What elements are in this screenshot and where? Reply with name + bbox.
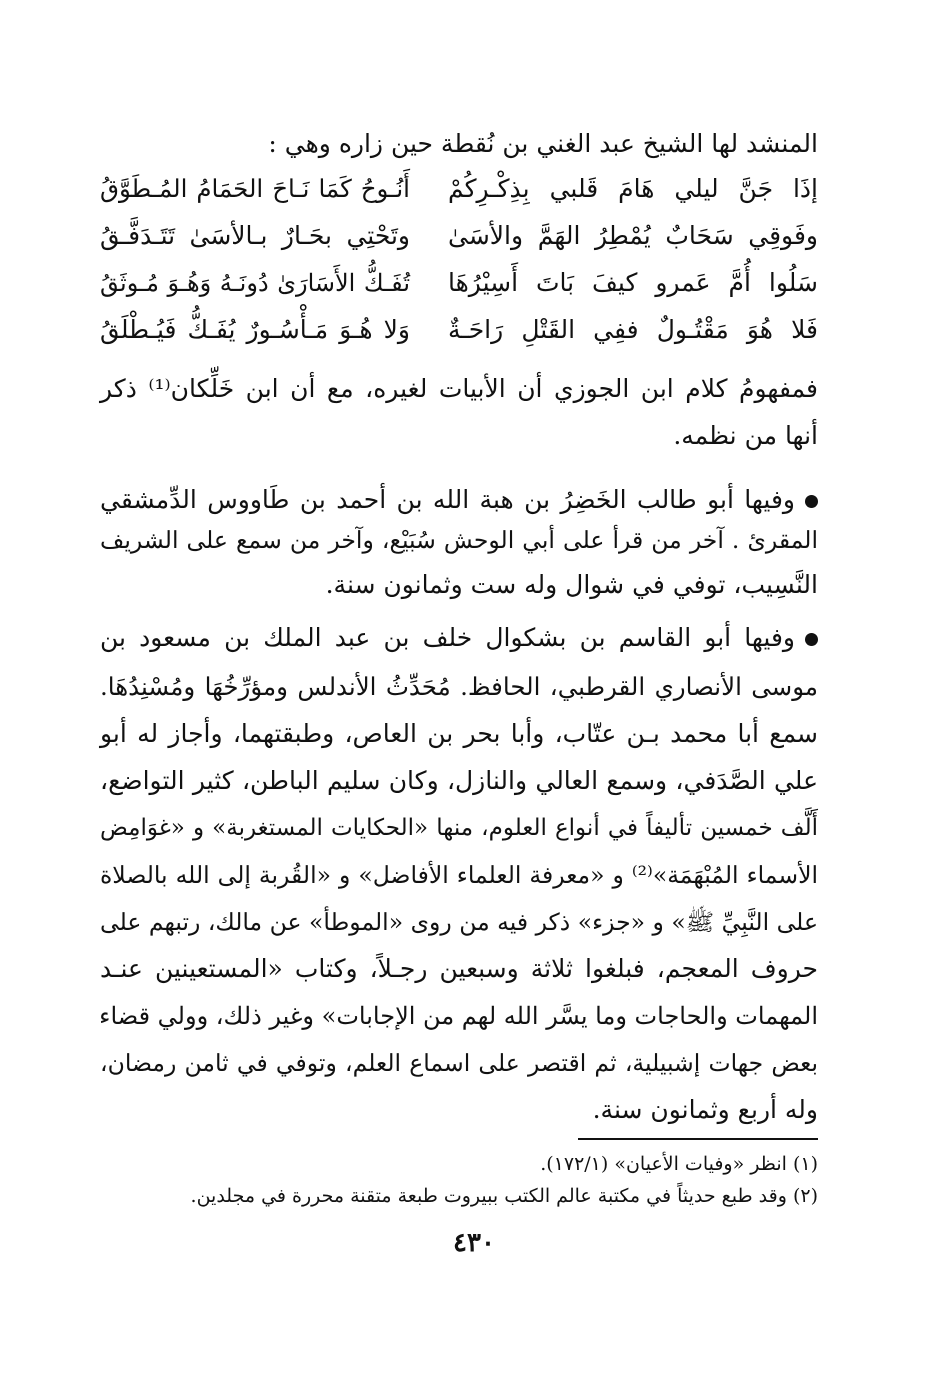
paragraph-line: موسى الأنصاري القرطبي، الحافظ. مُحَدِّثُ الأندلس ومؤرِّخُهَا ومُسْنِدُهَا. — [100, 672, 818, 701]
paragraph-line: سمع أبا محمد بـن عتّاب، وأبا بحر بن العاص، وطبقتهما، وأجاز له أبو — [100, 719, 818, 748]
verse-second-hemistich: وَلا هُـوَ مَـأْسُـورٌ يُفَـكُّ فَيُـطْلَقُ — [100, 315, 410, 344]
verse-second-hemistich: أَنُـوحُ كَمَا نَـاحَ الحَمَامُ المُـطَوَّقُ — [100, 174, 410, 203]
poem-verse — [100, 213, 818, 259]
paragraph-line: بعض جهات إشبيلية، ثم اقتصر على اسماع العلم، وتوفي في ثامن رمضان، — [100, 1049, 818, 1077]
verse-second-hemistich: تُفَـكُّ الأَسَارَىٰ دُونَـهُ وَهُـوَ مُـوثَقُ — [100, 269, 410, 297]
footnote: (٢) وقد طبع حديثاً في مكتبة عالم الكتب ببيروت طبعة متقنة محررة في مجلدين. — [190, 1185, 818, 1207]
verse-first-hemistich: سَلُوا أُمَّ عَمرو كيفَ بَاتَ أَسِيْرُهَا — [448, 268, 818, 297]
bullet-icon — [805, 495, 818, 508]
paragraph-line: حروف المعجم، فبلغوا ثلاثة وسبعين رجـلاً، وكتاب «المستعينين عنـد — [100, 954, 818, 983]
paragraph-line: على النَّبِيِّ ﷺ» و «جزء» ذكر فيه من روى «الموطأ» عن مالك، رتبهم على — [100, 908, 818, 936]
paragraph-line: فمفهومُ كلام ابن الجوزي أن الأبيات لغيره، مع أن ابن خَلِّكان⁽¹⁾ ذكر — [100, 374, 818, 403]
paragraph-line: الأسماء المُبْهَمَة»⁽²⁾ و «معرفة العلماء الأفاضل» و «القُربة إلى الله بالصلاة — [100, 861, 818, 889]
poem-verse — [100, 166, 818, 212]
paragraph-line: المقرئ . آخر من قرأ على أبي الوحش سُبَيْع، وآخر من سمع على الشريف — [100, 526, 818, 554]
verse-first-hemistich: فَلا هُوَ مَقْتُـولٌ ففِي القَتْلِ رَاحَـةٌ — [448, 315, 818, 344]
page-body — [100, 118, 818, 1298]
paragraph-text: وفيها أبو القاسم بن بشكوال خلف بن عبد الملك بن مسعود بن — [100, 623, 795, 652]
paragraph-line — [100, 480, 818, 520]
page-number: ٤٣٠ — [453, 1228, 495, 1258]
paragraph-line: علي الصَّدَفي، وسمع العالي والنازل، وكان سليم الباطن، كثير التواضع، — [100, 766, 818, 795]
verse-first-hemistich: إذَا جَنَّ ليلي هَامَ قَلبي بِذِكْـرِكُمْ — [448, 174, 818, 203]
paragraph-line: وله أربع وثمانون سنة. — [592, 1095, 818, 1124]
poem-verse — [100, 307, 818, 353]
verse-second-hemistich: وتَحْتِي بحَـارٌ بـالأسَىٰ تَتَـدَفَّـقُ — [100, 221, 410, 250]
paragraph-line — [100, 618, 818, 658]
footnote-divider — [578, 1138, 818, 1140]
intro-line: المنشد لها الشيخ عبد الغني بن نُقطة حين زاره وهي : — [268, 129, 818, 158]
paragraph-text: وفيها أبو طالب الخَضِرُ بن هبة الله بن أحمد بن طَاووس الدِّمشقي — [100, 485, 795, 514]
poem-verse — [100, 260, 818, 306]
verse-first-hemistich: وفَوقِي سَحَابٌ يُمْطِرُ الهَمَّ والأسَىٰ — [448, 221, 818, 250]
footnote: (١) انظر «وفيات الأعيان» (١٧٢/١). — [540, 1153, 818, 1175]
paragraph-line: المهمات والحاجات وما يسَّر الله لهم من الإجابات» وغير ذلك، وولي قضاء — [99, 1002, 818, 1030]
paragraph-line: أَلَّف خمسين تأليفاً في أنواع العلوم، منها «الحكايات المستغربة» و «غوَامِض — [100, 815, 818, 841]
paragraph-line: أنها من نظمه. — [673, 421, 818, 450]
paragraph-line: النَّسِيب، توفي في شوال وله ست وثمانون سنة. — [325, 570, 818, 599]
bullet-icon — [805, 633, 818, 646]
